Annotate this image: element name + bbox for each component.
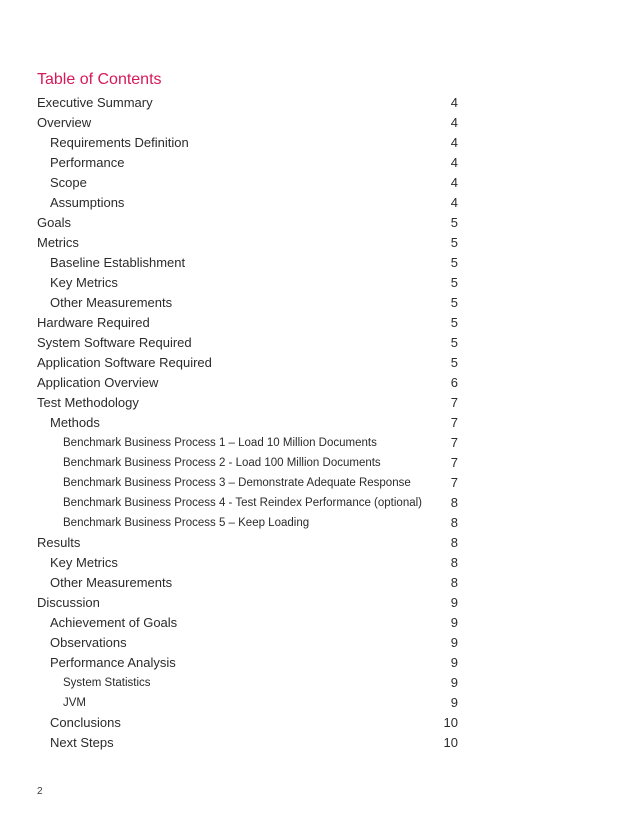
toc-entry-label: Hardware Required xyxy=(37,315,150,330)
toc-entry-page: 8 xyxy=(450,575,458,590)
toc-entry-label: Next Steps xyxy=(50,735,114,750)
toc-entry-label: Baseline Establishment xyxy=(50,255,186,270)
toc-entry-page: 8 xyxy=(450,535,458,550)
toc-entry-label: Achievement of Goals xyxy=(50,615,178,630)
toc-entry-page: 5 xyxy=(450,215,458,230)
toc-entry-page: 5 xyxy=(450,355,458,370)
toc-entry-page: 9 xyxy=(450,695,458,710)
toc-entry-label: JVM xyxy=(63,697,86,709)
toc-entry-page: 5 xyxy=(450,335,458,350)
toc-entry[interactable] xyxy=(37,693,458,713)
toc-entry[interactable] xyxy=(37,333,458,353)
toc-entry[interactable] xyxy=(37,733,458,753)
toc-entry-page: 10 xyxy=(443,735,458,750)
toc-entry-label: Requirements Definition xyxy=(50,135,189,150)
toc-entry-label: Results xyxy=(37,535,81,550)
toc-entry-label: System Statistics xyxy=(63,677,151,689)
toc-entry[interactable] xyxy=(37,393,458,413)
toc-entry-label: Benchmark Business Process 3 – Demonstrate Adequate Response xyxy=(63,477,411,489)
toc-entry-page: 4 xyxy=(450,175,458,190)
toc-entry-label: Discussion xyxy=(37,595,100,610)
toc-entry-label: Overview xyxy=(37,115,92,130)
toc-entry-label: Key Metrics xyxy=(50,555,118,570)
toc-entry[interactable] xyxy=(37,193,458,213)
toc-entry-page: 7 xyxy=(450,395,458,410)
toc-entry-label: Test Methodology xyxy=(37,395,139,410)
toc-entry-page: 9 xyxy=(450,615,458,630)
toc-entry-label: Goals xyxy=(37,215,71,230)
toc-entry[interactable] xyxy=(37,633,458,653)
toc-title: Table of Contents xyxy=(37,71,162,88)
toc-entry[interactable] xyxy=(37,453,458,473)
toc-entry-page: 5 xyxy=(450,295,458,310)
toc-entry[interactable] xyxy=(37,313,458,333)
toc-entry[interactable] xyxy=(37,433,458,453)
toc-entry-page: 8 xyxy=(450,555,458,570)
toc-entry-page: 7 xyxy=(450,455,458,470)
toc-entry[interactable] xyxy=(37,293,458,313)
toc-entry-label: Observations xyxy=(50,635,127,650)
toc-entry[interactable] xyxy=(37,213,458,233)
toc-entry-label: Assumptions xyxy=(50,195,125,210)
toc-entry-label: Conclusions xyxy=(50,715,121,730)
toc-entry-page: 9 xyxy=(450,635,458,650)
toc-list xyxy=(37,93,458,753)
toc-entry-page: 9 xyxy=(450,655,458,670)
toc-entry-page: 7 xyxy=(450,415,458,430)
toc-entry[interactable] xyxy=(37,573,458,593)
toc-entry-label: Application Software Required xyxy=(37,355,212,370)
toc-entry[interactable] xyxy=(37,173,458,193)
toc-entry[interactable] xyxy=(37,493,458,513)
toc-entry[interactable] xyxy=(37,93,458,113)
toc-entry-label: Other Measurements xyxy=(50,575,173,590)
toc-entry-label: Application Overview xyxy=(37,375,159,390)
toc-entry-page: 4 xyxy=(450,95,458,110)
toc-entry[interactable] xyxy=(37,253,458,273)
toc-entry[interactable] xyxy=(37,513,458,533)
toc-entry[interactable] xyxy=(37,653,458,673)
toc-entry-label: Benchmark Business Process 5 – Keep Loading xyxy=(63,517,310,529)
toc-entry-page: 7 xyxy=(450,435,458,450)
toc-entry-page: 4 xyxy=(450,135,458,150)
toc-entry[interactable] xyxy=(37,613,458,633)
toc-entry-label: Key Metrics xyxy=(50,275,118,290)
toc-entry[interactable] xyxy=(37,713,458,733)
toc-entry-page: 8 xyxy=(450,515,458,530)
toc-entry-label: Executive Summary xyxy=(37,95,153,110)
toc-entry-label: Other Measurements xyxy=(50,295,173,310)
toc-entry-page: 8 xyxy=(450,495,458,510)
toc-entry-page: 10 xyxy=(443,715,458,730)
toc-entry[interactable] xyxy=(37,133,458,153)
toc-entry-label: System Software Required xyxy=(37,335,192,350)
toc-entry[interactable] xyxy=(37,413,458,433)
toc-entry-label: Methods xyxy=(50,415,100,430)
toc-entry-label: Performance xyxy=(50,155,125,170)
toc-entry-page: 6 xyxy=(450,375,458,390)
toc-entry[interactable] xyxy=(37,473,458,493)
toc-entry-page: 4 xyxy=(450,155,458,170)
toc-entry-page: 5 xyxy=(450,315,458,330)
toc-entry-page: 9 xyxy=(450,595,458,610)
toc-entry-page: 4 xyxy=(450,195,458,210)
toc-entry[interactable] xyxy=(37,273,458,293)
toc-entry-label: Metrics xyxy=(37,235,79,250)
toc-entry[interactable] xyxy=(37,533,458,553)
toc-entry-label: Scope xyxy=(50,175,87,190)
page-number: 2 xyxy=(37,786,43,797)
toc-entry[interactable] xyxy=(37,113,458,133)
toc-entry-label: Benchmark Business Process 4 - Test Reindex Performance (optional) xyxy=(63,497,423,509)
toc-entry-page: 5 xyxy=(450,255,458,270)
toc-entry[interactable] xyxy=(37,593,458,613)
toc-entry[interactable] xyxy=(37,673,458,693)
toc-entry-page: 5 xyxy=(450,235,458,250)
toc-entry-label: Benchmark Business Process 2 - Load 100 Million Documents xyxy=(63,457,381,469)
toc-entry-page: 9 xyxy=(450,675,458,690)
toc-entry-label: Benchmark Business Process 1 – Load 10 Million Documents xyxy=(63,437,377,449)
toc-entry[interactable] xyxy=(37,233,458,253)
toc-entry-page: 5 xyxy=(450,275,458,290)
toc-entry[interactable] xyxy=(37,553,458,573)
toc-entry-page: 7 xyxy=(450,475,458,490)
toc-entry[interactable] xyxy=(37,373,458,393)
toc-entry-label: Performance Analysis xyxy=(50,655,176,670)
toc-entry[interactable] xyxy=(37,353,458,373)
toc-entry-page: 4 xyxy=(450,115,458,130)
toc-entry[interactable] xyxy=(37,153,458,173)
